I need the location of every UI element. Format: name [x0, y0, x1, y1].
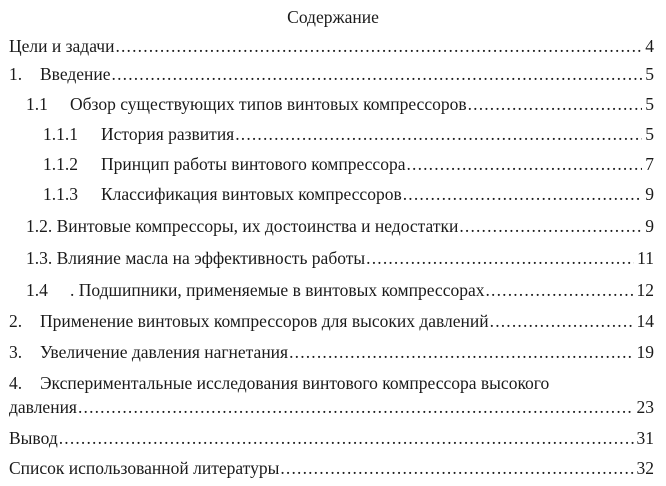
dot-leader [115, 35, 642, 57]
toc-entry-1-4[interactable] [26, 279, 654, 301]
dot-leader [468, 93, 643, 115]
dot-leader [289, 341, 633, 363]
toc-entry-page: 14 [636, 311, 654, 331]
toc-entry-label: Список использованной литературы [9, 458, 280, 478]
dot-leader [406, 153, 642, 175]
toc-entry-label: Экспериментальные исследования винтового компрессора высокого [40, 373, 550, 393]
dot-leader [280, 457, 633, 479]
toc-entry-1-1-3[interactable] [43, 183, 654, 205]
toc-entry-page: 5 [645, 124, 654, 144]
toc-entry-1[interactable] [9, 63, 654, 85]
toc-entry-label: . Подшипники, применяемые в винтовых компрессорах [70, 280, 485, 300]
toc-entry-page: 5 [645, 64, 654, 84]
toc-entry-label: Обзор существующих типов винтовых компрессоров [70, 94, 467, 114]
toc-entry-page: 31 [636, 428, 654, 448]
toc-entry-page: 23 [636, 397, 654, 417]
toc-entry-number: 2. [9, 311, 23, 331]
dot-leader [59, 427, 634, 449]
dot-leader [235, 123, 642, 145]
toc-entry-label: Вывод [9, 428, 58, 448]
dot-leader [490, 310, 634, 332]
toc-entry-1-1[interactable] [26, 93, 654, 115]
toc-entry-label: Увеличение давления нагнетания [40, 342, 289, 362]
dot-leader [486, 279, 634, 301]
toc-entry-2[interactable] [9, 310, 654, 332]
toc-entry-1-1-1[interactable] [43, 123, 654, 145]
toc-entry-goals[interactable] [9, 35, 654, 57]
toc-entry-number: 1.4 [26, 280, 48, 300]
toc-entry-page: 12 [636, 280, 654, 300]
toc-entry-page: 9 [645, 216, 654, 236]
toc-entry-number: 1.1.2 [43, 154, 78, 174]
toc-entry-conclusion[interactable] [9, 427, 654, 449]
toc-entry-label: 1.2. Винтовые компрессоры, их достоинства и недостатки [26, 216, 459, 236]
toc-entry-page: 32 [636, 458, 654, 478]
toc-entry-label: Цели и задачи [9, 36, 115, 56]
toc-entry-label: 1.3. Влияние масла на эффективность работы [26, 248, 366, 268]
toc-entry-1-1-2[interactable] [43, 153, 654, 175]
toc-entry-number: 1.1 [26, 94, 48, 114]
toc-entry-label: Введение [40, 64, 111, 84]
toc-entry-label: История развития [101, 124, 235, 144]
dot-leader [403, 183, 643, 205]
toc-entry-page: 11 [637, 248, 654, 268]
toc-entry-4-first-line[interactable] [9, 372, 549, 394]
toc-title: Содержание [287, 7, 379, 27]
toc-entry-page: 7 [645, 154, 654, 174]
toc-entry-page: 4 [645, 36, 654, 56]
toc-entry-label: Классификация винтовых компрессоров [101, 184, 402, 204]
toc-entry-number: 1.1.3 [43, 184, 78, 204]
toc-entry-page: 9 [645, 184, 654, 204]
toc-entry-1-2[interactable] [26, 215, 654, 237]
dot-leader [366, 247, 634, 269]
toc-entry-1-3[interactable] [26, 247, 654, 269]
toc-entry-label-continued: давления [9, 397, 77, 417]
toc-entry-number: 4. [9, 373, 23, 393]
toc-entry-page: 19 [636, 342, 654, 362]
toc-entry-number: 3. [9, 342, 23, 362]
toc-entry-number: 1.1.1 [43, 124, 78, 144]
toc-entry-4-second-line[interactable] [9, 396, 654, 418]
dot-leader [459, 215, 642, 237]
toc-entry-3[interactable] [9, 341, 654, 363]
toc-entry-label: Применение винтовых компрессоров для высоких давлений [40, 311, 489, 331]
dot-leader [78, 396, 634, 418]
dot-leader [112, 63, 643, 85]
toc-entry-page: 5 [645, 94, 654, 114]
toc-entry-references[interactable] [9, 457, 654, 479]
toc-entry-number: 1. [9, 64, 23, 84]
toc-entry-label: Принцип работы винтового компрессора [101, 154, 406, 174]
